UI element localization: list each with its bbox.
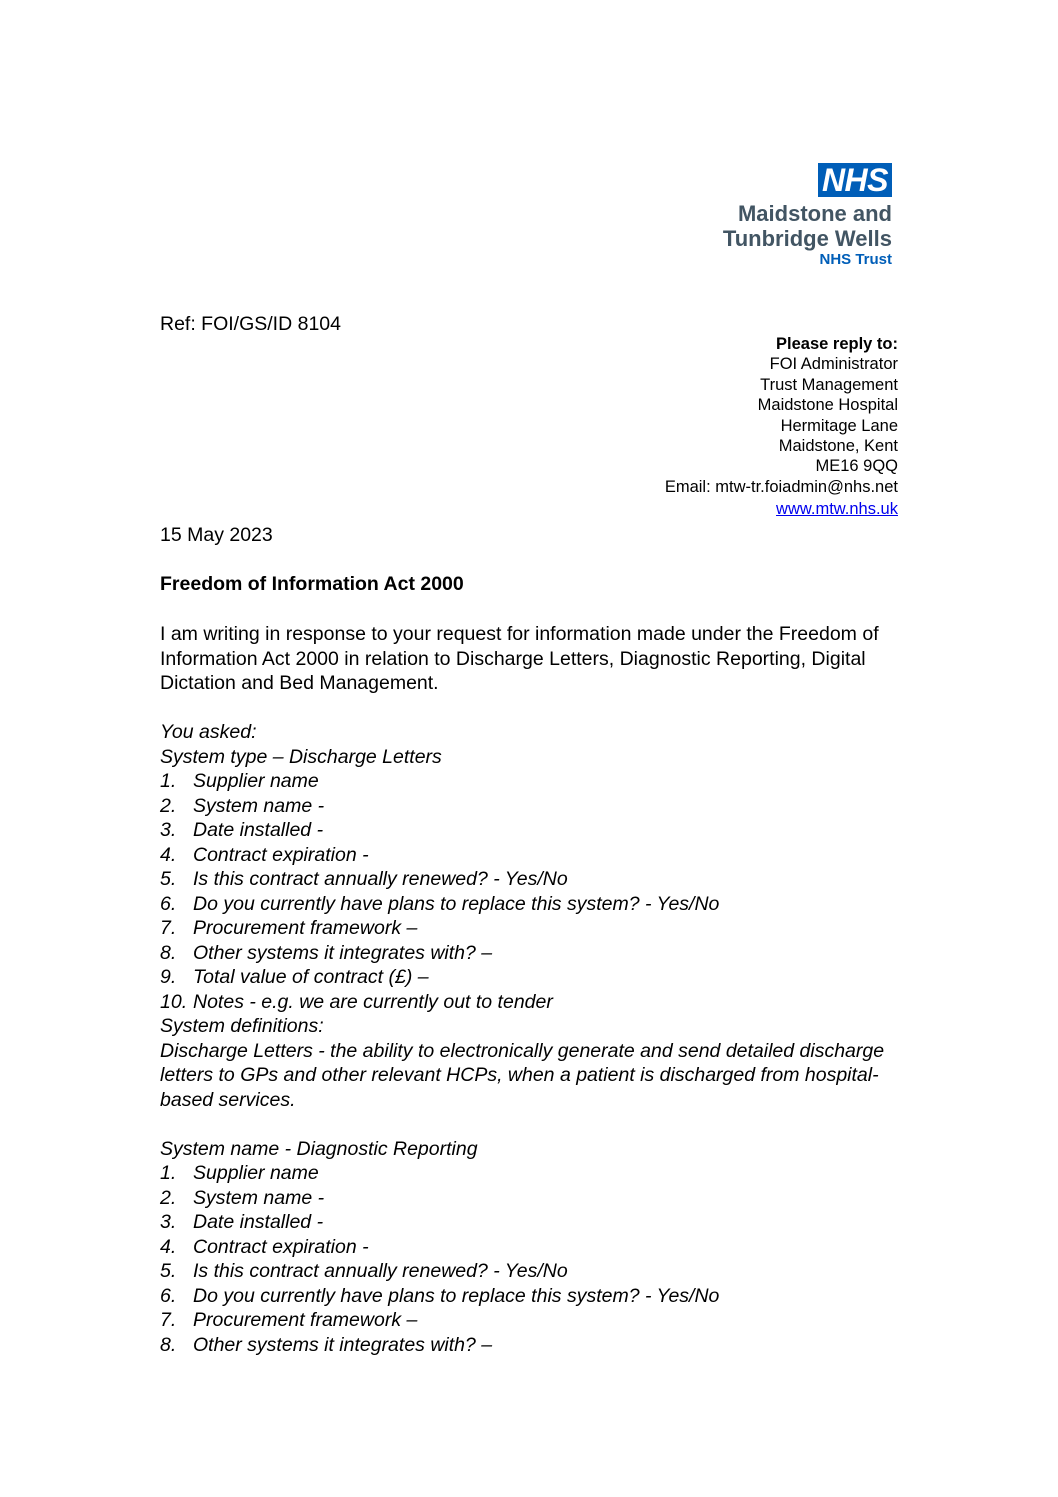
item-number: 7. xyxy=(160,1309,177,1331)
section-heading: System name - Diagnostic Reporting xyxy=(160,1137,478,1160)
list-item xyxy=(160,941,920,966)
reply-heading: Please reply to: xyxy=(776,335,898,353)
list-item xyxy=(160,1186,920,1211)
address-line: Hermitage Lane xyxy=(780,416,898,435)
you-asked-label: You asked: xyxy=(160,721,257,743)
request-section xyxy=(160,720,920,1357)
list-item xyxy=(160,843,920,868)
item-number: 4. xyxy=(160,843,177,866)
list-item xyxy=(160,990,920,1015)
item-text: Procurement framework – xyxy=(193,1309,418,1331)
reference-number: Ref: FOI/GS/ID 8104 xyxy=(160,313,341,335)
definitions-label: System definitions: xyxy=(160,1015,324,1037)
item-number: 5. xyxy=(160,1260,177,1282)
address-line: ME16 9QQ xyxy=(815,457,898,476)
item-number: 5. xyxy=(160,868,177,890)
section-spacer xyxy=(160,1112,920,1137)
item-text: Other systems it integrates with? – xyxy=(193,1333,493,1356)
item-text: System name - xyxy=(193,794,325,817)
item-number: 7. xyxy=(160,917,177,939)
item-text: Date installed - xyxy=(193,819,324,841)
section-heading: System type – Discharge Letters xyxy=(160,745,442,768)
definitions-text: Discharge Letters - the ability to electronically generate and send detailed discharge letters to GPs and other relevant HCPs, when a patient is discharged from hospital-based services. xyxy=(160,1039,885,1111)
letter-title: Freedom of Information Act 2000 xyxy=(160,573,464,595)
item-text: Supplier name xyxy=(193,770,319,792)
item-number: 3. xyxy=(160,819,177,841)
nhs-trust-logo xyxy=(692,163,892,269)
address-line: Maidstone, Kent xyxy=(778,437,898,456)
list-item xyxy=(160,965,920,990)
list-item xyxy=(160,916,920,941)
list-item xyxy=(160,1284,920,1309)
item-number: 6. xyxy=(160,892,177,915)
question-list xyxy=(160,1161,920,1357)
question-list xyxy=(160,769,920,1014)
address-line: Maidstone Hospital xyxy=(757,396,898,415)
item-number: 10. xyxy=(160,990,188,1013)
item-text: System name - xyxy=(193,1186,325,1209)
list-item xyxy=(160,1161,920,1186)
item-number: 2. xyxy=(160,794,177,817)
item-text: Is this contract annually renewed? - Yes/No xyxy=(193,868,568,890)
nhs-logo-box: NHS xyxy=(818,163,892,197)
list-item xyxy=(160,1308,920,1333)
item-text: Date installed - xyxy=(193,1211,324,1233)
item-number: 8. xyxy=(160,941,177,964)
list-item xyxy=(160,867,920,892)
list-item xyxy=(160,769,920,794)
list-item xyxy=(160,1210,920,1235)
list-item xyxy=(160,818,920,843)
item-text: Contract expiration - xyxy=(193,843,369,866)
item-text: Do you currently have plans to replace this system? - Yes/No xyxy=(193,892,720,915)
list-item xyxy=(160,794,920,819)
org-trust-label: NHS Trust xyxy=(819,251,892,268)
item-number: 3. xyxy=(160,1211,177,1233)
org-name-line-2: Tunbridge Wells xyxy=(722,226,892,251)
list-item xyxy=(160,892,920,917)
item-number: 6. xyxy=(160,1284,177,1307)
item-number: 8. xyxy=(160,1333,177,1356)
item-text: Procurement framework – xyxy=(193,917,418,939)
item-text: Contract expiration - xyxy=(193,1235,369,1258)
website-link[interactable]: www.mtw.nhs.uk xyxy=(776,500,898,519)
list-item xyxy=(160,1333,920,1358)
item-text: Other systems it integrates with? – xyxy=(193,941,493,964)
item-number: 2. xyxy=(160,1186,177,1209)
list-item xyxy=(160,1235,920,1260)
letter-date: 15 May 2023 xyxy=(160,524,273,546)
list-item xyxy=(160,1259,920,1284)
email-line: Email: mtw-tr.foiadmin@nhs.net xyxy=(664,477,898,496)
item-number: 1. xyxy=(160,1162,177,1184)
address-line: Trust Management xyxy=(760,375,898,394)
reply-address xyxy=(665,334,898,520)
org-name-line-1: Maidstone and xyxy=(737,201,892,226)
item-number: 1. xyxy=(160,770,177,792)
address-line: FOI Administrator xyxy=(769,355,898,374)
item-number: 4. xyxy=(160,1235,177,1258)
intro-paragraph: I am writing in response to your request for information made under the Freedom of Information Act 2000 in relation to Discharge Letters, Diagnostic Reporting, Digital Dictation and Bed Management. xyxy=(160,623,879,694)
item-text: Do you currently have plans to replace this system? - Yes/No xyxy=(193,1284,720,1307)
item-text: Is this contract annually renewed? - Yes/No xyxy=(193,1260,568,1282)
item-text: Supplier name xyxy=(193,1162,319,1184)
item-number: 9. xyxy=(160,966,177,988)
item-text: Total value of contract (£) – xyxy=(193,966,429,988)
item-text: Notes - e.g. we are currently out to tender xyxy=(193,990,553,1013)
